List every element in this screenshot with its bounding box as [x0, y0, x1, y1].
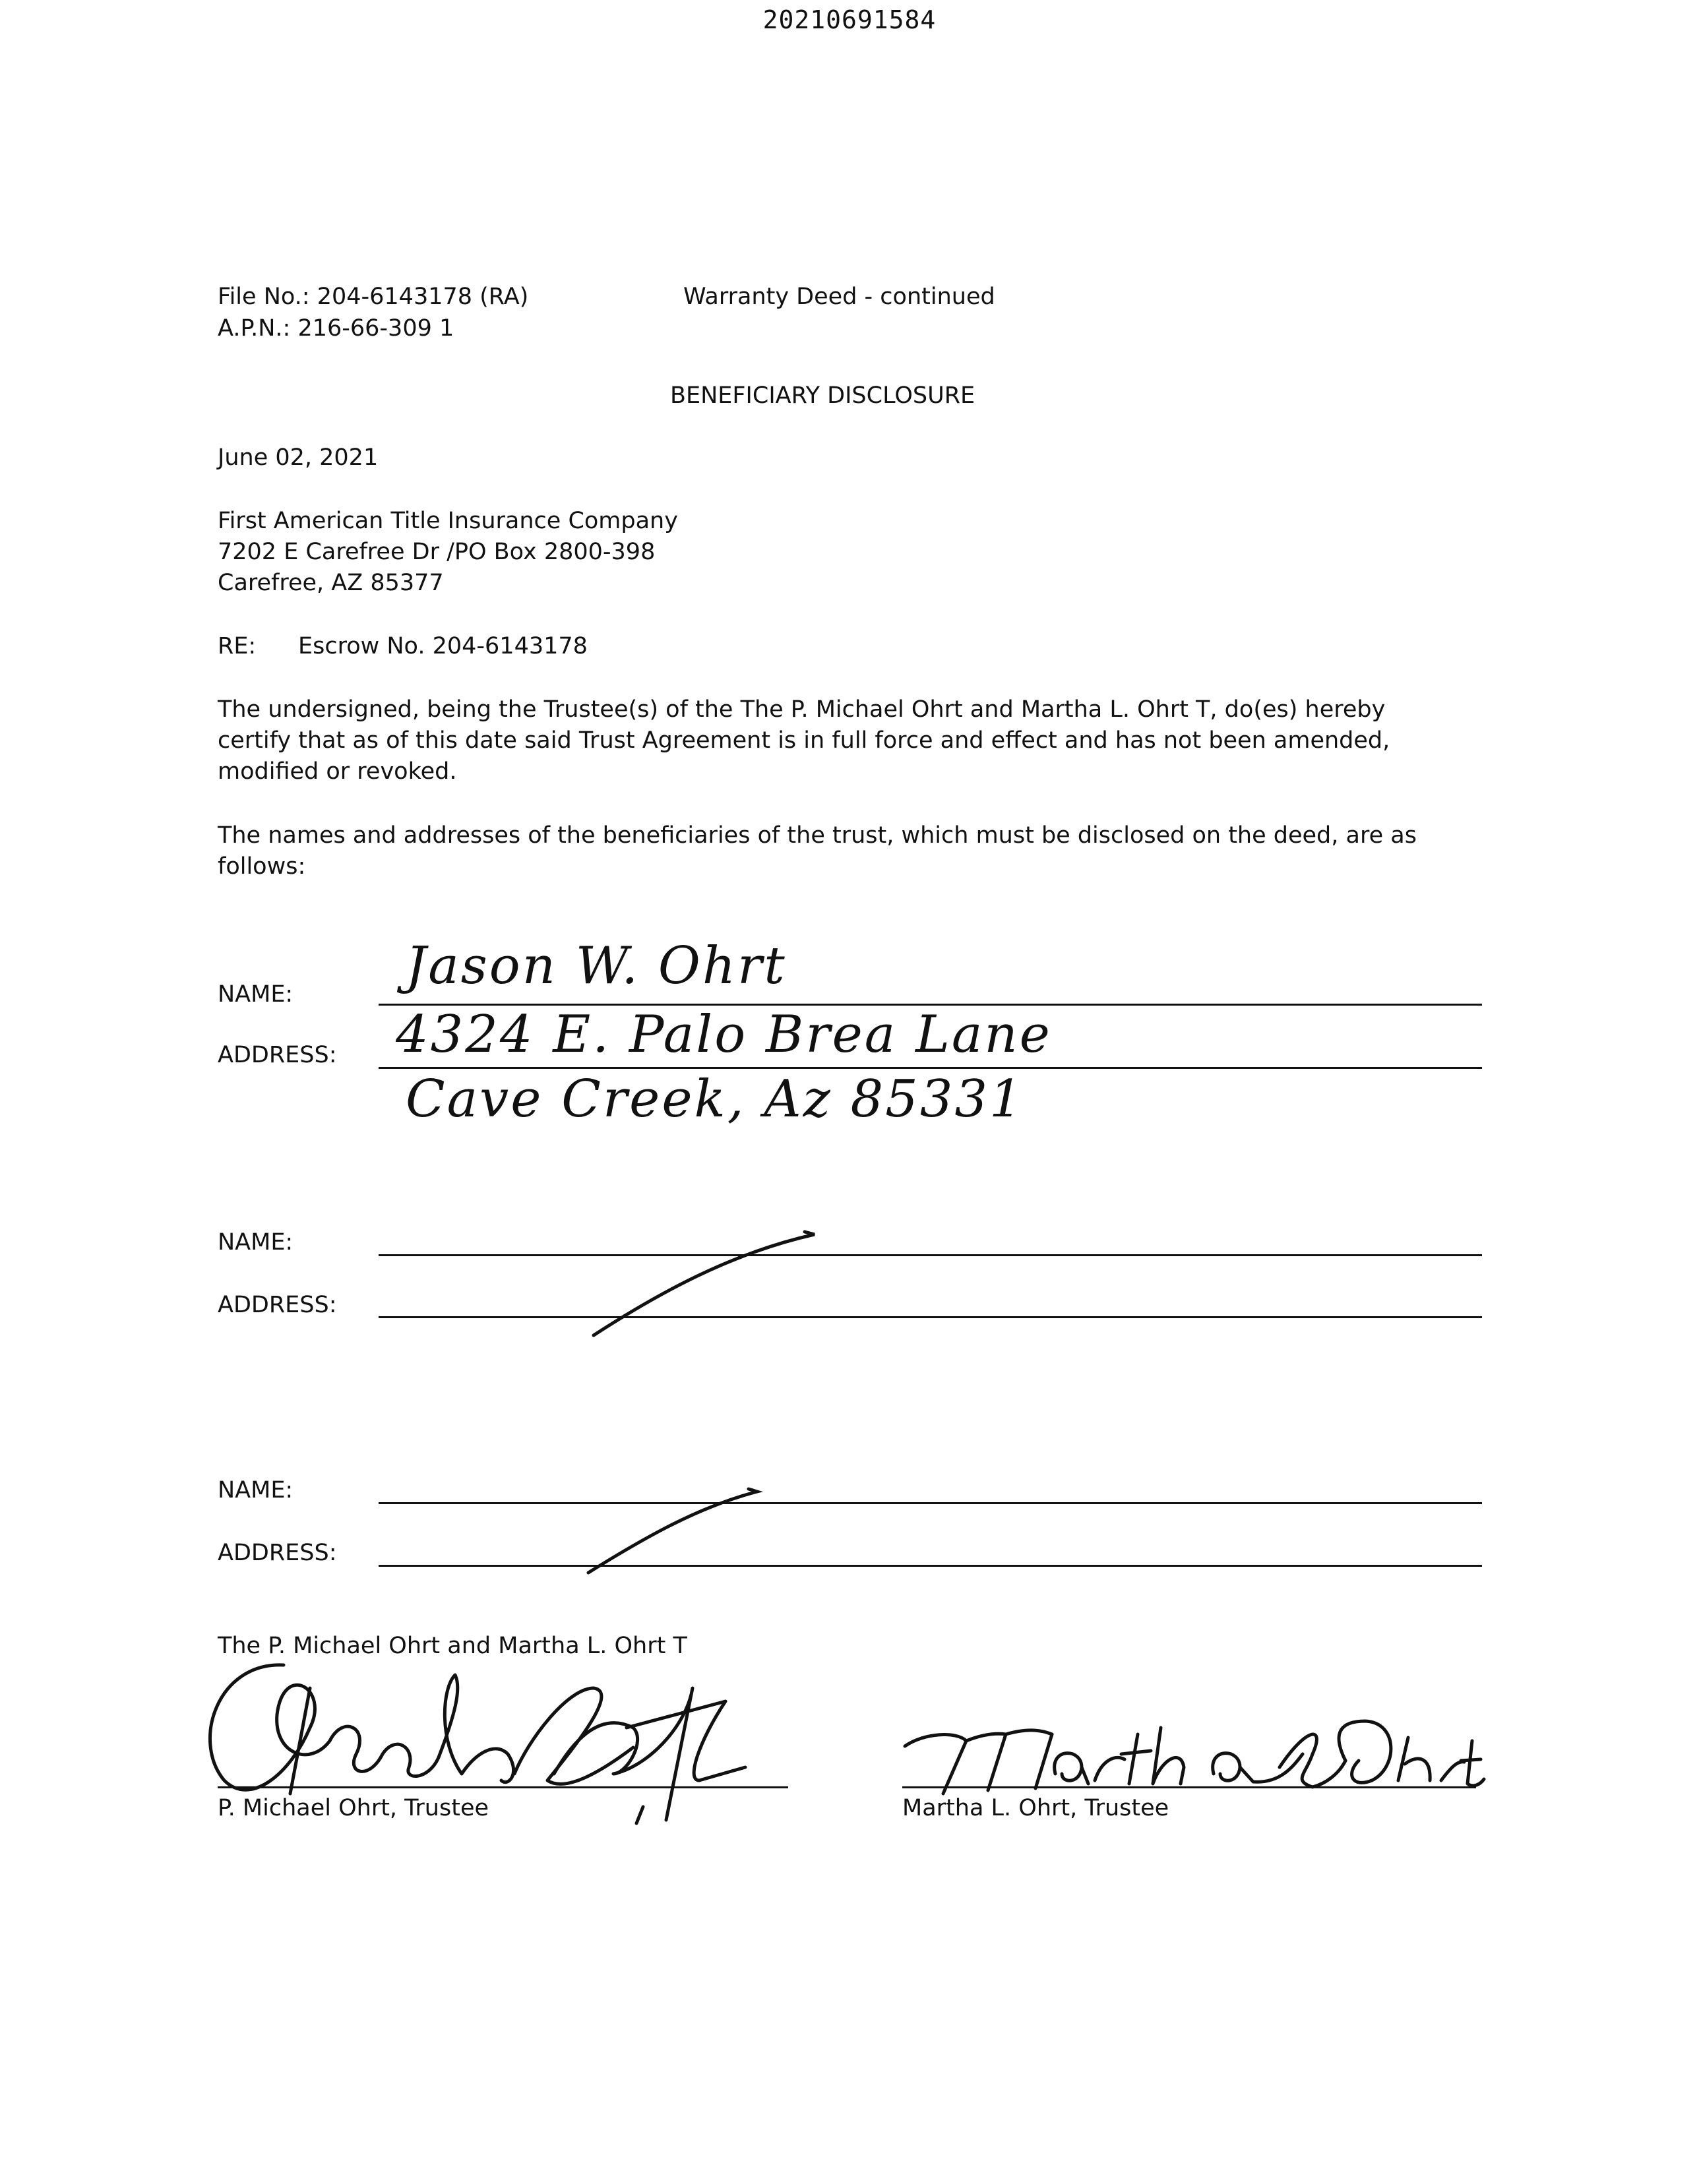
beneficiary-intro-paragraph: The names and addresses of the beneficiaries of the trust, which must be disclosed on the deed, are as follows:	[218, 822, 1417, 880]
name-label: NAME:	[218, 981, 293, 1008]
signature-caption: Martha L. Ohrt, Trustee	[902, 1795, 1169, 1821]
addressee-street: 7202 E Carefree Dr /PO Box 2800-398	[218, 539, 656, 565]
beneficiary-address-line2-handwritten: Cave Creek, Az 85331	[406, 1070, 1024, 1129]
signature-michael-ohrt	[210, 1665, 745, 1823]
signature-caption: P. Michael Ohrt, Trustee	[218, 1795, 489, 1821]
trust-name: The P. Michael Ohrt and Martha L. Ohrt T	[218, 1633, 687, 1659]
file-number: File No.: 204-6143178 (RA)	[218, 284, 529, 310]
addressee-city: Carefree, AZ 85377	[218, 570, 444, 596]
beneficiary-name-handwritten: Jason W. Ohrt	[406, 936, 787, 996]
strike-through-mark	[588, 1489, 757, 1573]
document-type: Warranty Deed - continued	[683, 284, 995, 310]
name-label: NAME:	[218, 1229, 293, 1256]
certification-paragraph: The undersigned, being the Trustee(s) of the The P. Michael Ohrt and Martha L. Ohrt T, do(es) hereby certify that as of this date said Trust Agreement is in full force and effect and has not been amended, modified or revoked.	[218, 696, 1390, 785]
apn-number: A.P.N.: 216-66-309 1	[218, 315, 454, 342]
page-title: BENEFICIARY DISCLOSURE	[670, 382, 975, 409]
beneficiary-address-line1-handwritten: 4324 E. Palo Brea Lane	[396, 1005, 1052, 1064]
re-label: RE:	[218, 633, 257, 659]
address-label: ADDRESS:	[218, 1292, 337, 1318]
escrow-number: Escrow No. 204-6143178	[298, 633, 588, 659]
document-date: June 02, 2021	[218, 444, 379, 471]
strike-through-mark	[594, 1232, 815, 1335]
address-label: ADDRESS:	[218, 1042, 337, 1068]
name-label: NAME:	[218, 1477, 293, 1503]
addressee-company: First American Title Insurance Company	[218, 508, 678, 534]
address-label: ADDRESS:	[218, 1540, 337, 1566]
signature-martha-ohrt	[905, 1721, 1484, 1794]
recording-number: 20210691584	[762, 5, 937, 34]
